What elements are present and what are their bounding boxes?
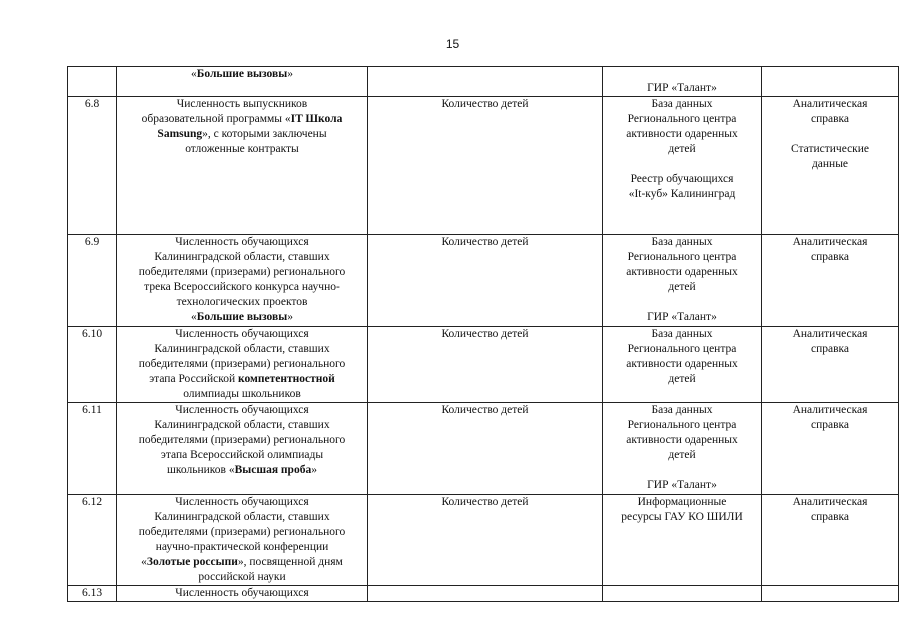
report-cell: Аналитическая справка Статистические данные: [762, 97, 899, 235]
indicator-cell: Численность обучающихся Калининградской области, ставших победителями (призерами) регионального трека Всероссийского конкурса научно- технологических проектов «Большие вызовы»: [117, 235, 368, 327]
unit-cell: [368, 67, 603, 97]
indicator-cell: Численность обучающихся Калининградской области, ставших победителями (призерами) регионального научно-практической конференции «Золотые россыпи», посвященной дням российской науки: [117, 495, 368, 586]
unit-cell: Количество детей: [368, 97, 603, 235]
report-cell: Аналитическая справка: [762, 403, 899, 495]
row-number-cell: 6.13: [68, 586, 117, 602]
indicator-cell: Численность выпускников образовательной программы «IT Школа Samsung», с которыми заключены отложенные контракты: [117, 97, 368, 235]
source-cell: Информационные ресурсы ГАУ КО ШИЛИ: [603, 495, 762, 586]
table-row: [68, 327, 899, 403]
unit-cell: Количество детей: [368, 495, 603, 586]
source-cell: База данных Регионального центра активности одаренных детей Реестр обучающихся «It-куб» Калининград: [603, 97, 762, 235]
source-cell: [603, 586, 762, 602]
table-row: [68, 97, 899, 235]
indicator-cell: «Большие вызовы»: [117, 67, 368, 97]
unit-cell: Количество детей: [368, 403, 603, 495]
indicator-cell: Численность обучающихся Калининградской области, ставших победителями (призерами) регионального этапа Российской компетентностной олимпиады школьников: [117, 327, 368, 403]
report-cell: [762, 586, 899, 602]
row-number-cell: 6.10: [68, 327, 117, 403]
row-number-cell: [68, 67, 117, 97]
unit-cell: [368, 586, 603, 602]
table-row: [68, 495, 899, 586]
table-row: [68, 586, 899, 602]
row-number-cell: 6.9: [68, 235, 117, 327]
row-number-cell: 6.8: [68, 97, 117, 235]
report-cell: Аналитическая справка: [762, 495, 899, 586]
indicator-cell: Численность обучающихся Калининградской области, ставших победителями (призерами) регионального этапа Всероссийской олимпиады школьников «Высшая проба»: [117, 403, 368, 495]
report-cell: Аналитическая справка: [762, 235, 899, 327]
indicators-table: [67, 66, 899, 602]
source-cell: База данных Регионального центра активности одаренных детей: [603, 327, 762, 403]
source-cell: База данных Регионального центра активности одаренных детей ГИР «Талант»: [603, 235, 762, 327]
row-number-cell: 6.11: [68, 403, 117, 495]
indicator-cell: Численность обучающихся: [117, 586, 368, 602]
table-row: [68, 67, 899, 97]
source-cell: ГИР «Талант»: [603, 67, 762, 97]
unit-cell: Количество детей: [368, 235, 603, 327]
source-cell: База данных Регионального центра активности одаренных детей ГИР «Талант»: [603, 403, 762, 495]
table-row: [68, 235, 899, 327]
report-cell: [762, 67, 899, 97]
report-cell: Аналитическая справка: [762, 327, 899, 403]
table-row: [68, 403, 899, 495]
unit-cell: Количество детей: [368, 327, 603, 403]
page-number: 15: [445, 37, 460, 51]
row-number-cell: 6.12: [68, 495, 117, 586]
